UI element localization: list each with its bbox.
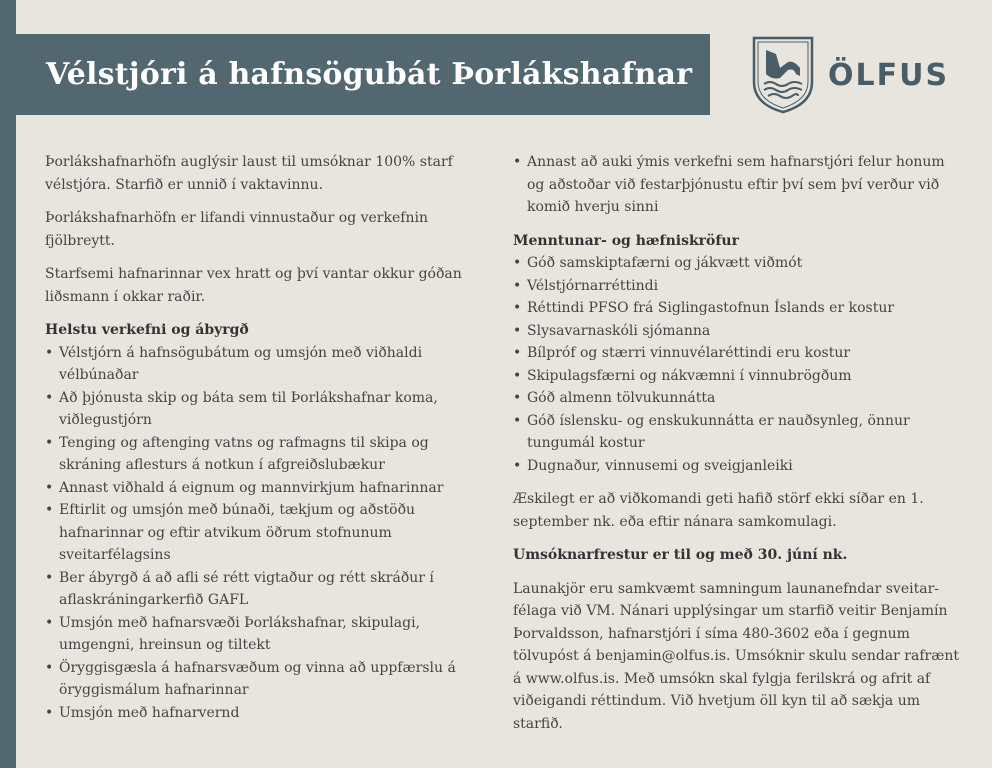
deadline-heading: Umsóknarfrestur er til og með 30. júní nk. — [513, 547, 848, 563]
title-banner — [16, 34, 710, 115]
list-item: • Að þjónusta skip og báta sem til Þorlákshafnar koma, viðlegustjórn — [45, 387, 485, 432]
duties-heading: Helstu verkefni og ábyrgð — [45, 322, 249, 338]
list-item: • Skipulagsfærni og nákvæmni í vinnubrögðum — [513, 365, 963, 388]
list-item: • Tenging og aftenging vatns og rafmagns til skipa og skráning aflesturs á notkun í afgreiðslubækur — [45, 432, 485, 477]
list-item: • Slysavarnaskóli sjómanna — [513, 320, 963, 343]
list-item: • Annast viðhald á eignum og mannvirkjum hafnarinnar — [45, 477, 485, 500]
list-item: • Dugnaður, vinnusemi og sveigjanleiki — [513, 455, 963, 478]
olfus-shield-icon — [750, 34, 816, 116]
requirements-heading: Menntunar- og hæfniskröfur — [513, 232, 739, 249]
left-column — [45, 151, 485, 724]
list-item: • Umsjón með hafnarsvæði Þorlákshafnar, skipulagi, umgengni, hreinsun og tiltekt — [45, 612, 485, 657]
duties-list-continued — [513, 151, 963, 219]
duties-list — [45, 342, 485, 725]
list-item: • Umsjón með hafnarvernd — [45, 702, 485, 725]
list-item: • Réttindi PFSO frá Siglingastofnun Íslands er kostur — [513, 297, 963, 320]
intro-paragraph: Þorlákshafnarhöfn er lifandi vinnustaður og verkefnin fjölbreytt. — [45, 210, 428, 249]
page-title: Vélstjóri á hafnsögubát Þorlákshafnar — [46, 57, 693, 92]
list-item: • Vélstjórn á hafnsögubátum og umsjón með viðhaldi vélbúnaðar — [45, 342, 485, 387]
intro-paragraph: Starfsemi hafnarinnar vex hratt og því vantar okkur góðan liðsmann í okkar raðir. — [45, 266, 462, 305]
list-item: • Eftirlit og umsjón með búnaði, tækjum og aðstöðu hafnarinnar og eftir atvikum öðrum stofnunum sveitarfélagsins — [45, 499, 485, 567]
list-item: • Góð samskiptafærni og jákvætt viðmót — [513, 252, 963, 275]
list-item: • Öryggisgæsla á hafnarsvæðum og vinna að uppfærslu á öryggismálum hafnarinnar — [45, 657, 485, 702]
olfus-logo — [750, 34, 970, 116]
requirements-list — [513, 252, 963, 477]
list-item: • Góð íslensku- og enskukunnátta er nauðsynleg, önnur tungumál kostur — [513, 410, 963, 455]
list-item: • Bílpróf og stærri vinnuvélaréttindi eru kostur — [513, 342, 963, 365]
right-column — [513, 151, 963, 746]
list-item: • Vélstjórnarréttindi — [513, 275, 963, 298]
intro-paragraph: Þorlákshafnarhöfn auglýsir laust til umsóknar 100% starf vélstjóra. Starfið er unnið í vaktavinnu. — [45, 154, 453, 193]
logo-text: ÖLFUS — [828, 57, 950, 93]
start-date-paragraph: Æskilegt er að viðkomandi geti hafið störf ekki síðar en 1. september nk. eða eftir nánara samkomulagi. — [513, 491, 924, 530]
closing-paragraph: Launakjör eru samkvæmt samningum launanefndar sveitar-félaga við VM. Nánari upplýsingar um starfið veitir Benjamín Þorvaldsson, hafnarstjóri í síma 480-3602 eða í gegnum tölvupóst á benjamin@olfus.is. Umsóknir skulu sendar rafrænt á www.olfus.is. Með umsókn skal fylgja ferilskrá og afrit af viðeigandi réttindum. Við hvetjum öll kyn til að sækja um starfið. — [513, 580, 960, 732]
list-item: • Góð almenn tölvukunnátta — [513, 387, 963, 410]
list-item: • Annast að auki ýmis verkefni sem hafnarstjóri felur honum og aðstoðar við festarþjónustu eftir því sem því verður við komið hverju sinni — [513, 151, 963, 219]
list-item: • Ber ábyrgð á að afli sé rétt vigtaður og rétt skráður í aflaskráningarkerfið GAFL — [45, 567, 485, 612]
left-accent-bar — [0, 0, 16, 768]
